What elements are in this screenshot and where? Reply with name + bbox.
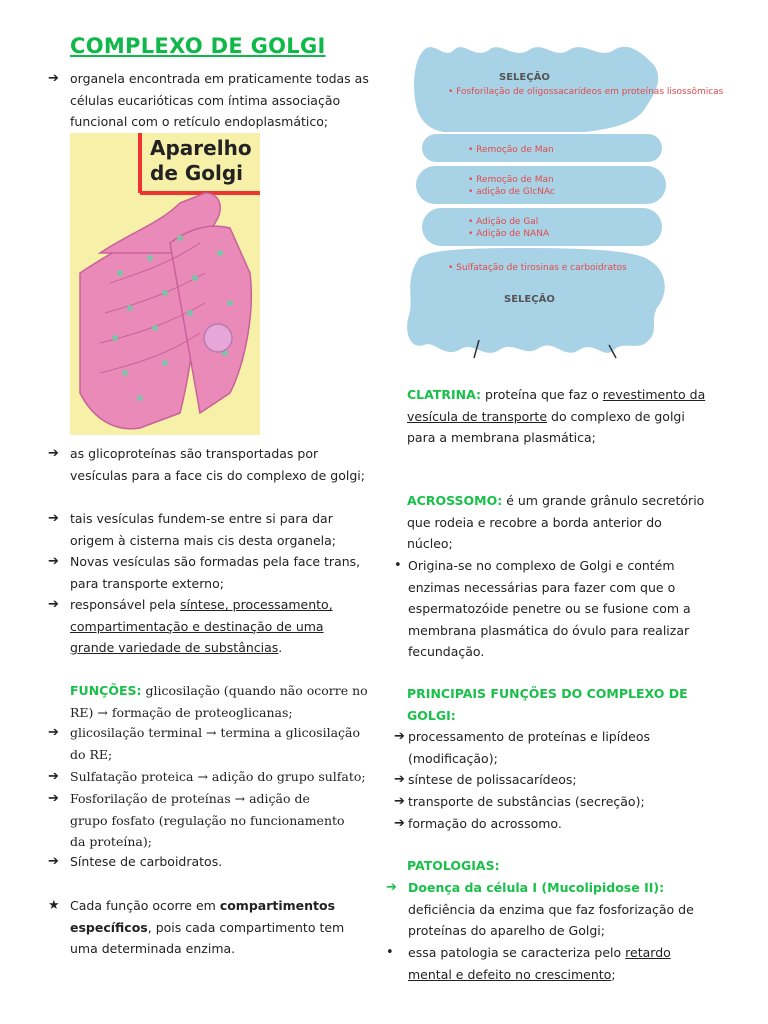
arrow-icon: ➔ [48, 725, 59, 740]
arrow-icon: ➔ [48, 854, 59, 869]
page-title: COMPLEXO DE GOLGI [70, 34, 326, 58]
dot-icon: • [394, 558, 402, 573]
arrow-icon: ➔ [48, 511, 59, 526]
bullet-vesiculas [48, 508, 370, 551]
diagram-item: • Remoção de Man [468, 145, 554, 155]
funcao-item: ➔ Sulfatação proteica → adição do grupo sulfato; [48, 766, 370, 788]
diagram-item: • Adição de Gal [468, 217, 539, 227]
golgi-diagram [404, 40, 724, 362]
bullet-novas-vesiculas [48, 551, 370, 594]
arrow-icon: ➔ [48, 554, 59, 569]
bullet-responsavel [48, 594, 338, 659]
bullet-text: tais vesículas fundem-se entre si para dar origem à cisterna mais cis desta organela; [70, 511, 337, 548]
bullet-text: Novas vesículas são formadas pela face trans, para transporte externo; [70, 554, 361, 591]
golgi-illustration [70, 133, 260, 435]
bullet-glicoproteinas [48, 443, 370, 486]
arrow-icon: ➔ [48, 791, 59, 806]
funcoes-label: FUNÇÕES: [70, 683, 142, 698]
diagram-top-label: SELEÇÃO [499, 72, 550, 83]
funcoes-paragraph: FUNÇÕES: glicosilação (quando não ocorre no RE) → formação de proteoglicanas; [70, 683, 368, 720]
dot-icon: • [386, 945, 394, 960]
acrossomo-bullet: • Origina-se no complexo de Golgi e contém enzimas necessárias para fazer com que o espermatozóide penetre ou se fusione com a membrana plasmática do óvulo para realizar fecundação. [394, 555, 706, 663]
diagram-item: • Sulfatação de tirosinas e carboidratos [448, 263, 627, 273]
clatrina-label: CLATRINA: [407, 387, 482, 402]
diagram-bottom-label: SELEÇÃO [504, 294, 555, 305]
arrow-icon: ➔ [48, 71, 59, 86]
arrow-icon: ➔ [394, 794, 405, 809]
patologia-item: • essa patologia se caracteriza pelo retardo mental e defeito no crescimento; [386, 942, 706, 985]
diagram-item: • Fosforilação de oligossacarídeos em proteínas lisossômicas [448, 87, 724, 97]
arrow-icon: ➔ [394, 816, 405, 831]
image-label-2: de Golgi [150, 161, 244, 185]
image-label-1: Aparelho [150, 136, 252, 160]
funcao-item: ➔ Síntese de carboidratos. [48, 851, 370, 873]
arrow-icon: ➔ [394, 772, 405, 787]
patologias-heading: PATOLOGIAS: [407, 858, 500, 873]
principais-heading: PRINCIPAIS FUNÇÕES DO COMPLEXO DE GOLGI: [407, 686, 688, 723]
principais-item: ➔ síntese de polissacarídeos; [394, 769, 694, 791]
funcao-item: ➔ Fosforilação de proteínas → adição de grupo fosfato (regulação no funcionamento da proteína); [48, 788, 348, 853]
bullet-text: responsável pela síntese, processamento, compartimentação e destinação de uma grande variedade de substâncias. [70, 597, 333, 655]
arrow-icon: ➔ [394, 729, 405, 744]
funcao-item: ➔ glicosilação terminal → termina a glicosilação do RE; [48, 722, 370, 765]
star-note: ★ Cada função ocorre em compartimentos específicos, pois cada compartimento tem uma determinada enzima. [48, 895, 348, 960]
star-icon: ★ [48, 898, 60, 913]
arrow-icon: ➔ [48, 769, 59, 784]
principais-item: ➔ formação do acrossomo. [394, 813, 694, 835]
arrow-icon: ➔ [48, 446, 59, 461]
clatrina-paragraph: CLATRINA: proteína que faz o revestimento da vesícula de transporte do complexo de golgi para a membrana plasmática; [407, 387, 706, 445]
arrow-icon: ➔ [48, 597, 59, 612]
intro-bullet [48, 68, 370, 133]
principais-item: ➔ processamento de proteínas e lipídeos (modificação); [394, 726, 694, 769]
acrossomo-label: ACROSSOMO: [407, 493, 503, 508]
diagram-item: • Remoção de Man [468, 175, 554, 185]
intro-text: organela encontrada em praticamente todas as células eucarióticas com íntima associação funcional com o retículo endoplasmático; [70, 71, 369, 129]
diagram-item: • Adição de NANA [468, 229, 550, 239]
acrossomo-paragraph: ACROSSOMO: é um grande grânulo secretório que rodeia e recobre a borda anterior do núcleo; [407, 493, 705, 551]
arrow-icon: ➔ [386, 880, 397, 895]
doenca-item: ➔ Doença da célula I (Mucolipidose II): deficiência da enzima que faz fosforização de proteínas do aparelho de Golgi; [386, 877, 706, 942]
bullet-text: as glicoproteínas são transportadas por vesículas para a face cis do complexo de golgi; [70, 446, 365, 483]
diagram-item: • adição de GlcNAc [468, 187, 555, 197]
principais-item: ➔ transporte de substâncias (secreção); [394, 791, 694, 813]
